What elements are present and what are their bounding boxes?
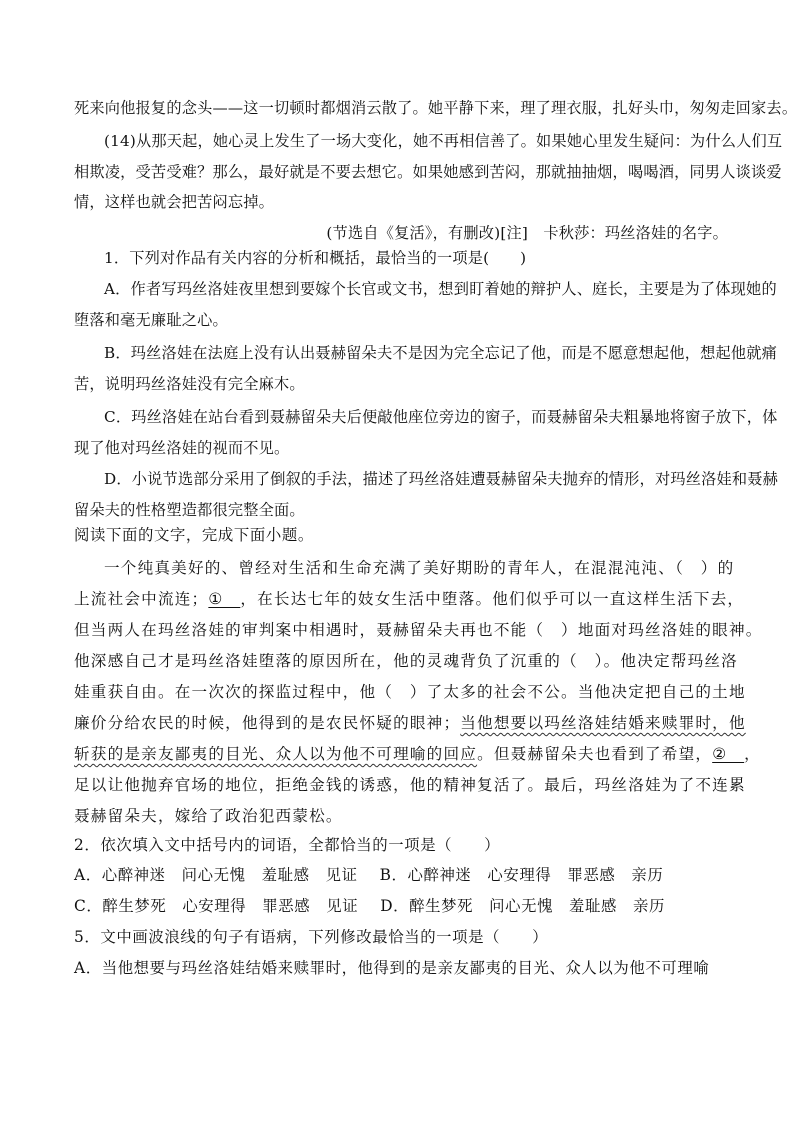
passage-2-line: 聂赫留朵夫，嫁给了政治犯西蒙松。: [74, 807, 343, 825]
question-1-option-c-cont: 现了他对玛丝洛娃的视而不见。: [74, 439, 290, 457]
question-1-option-d: D．小说节选部分采用了倒叙的手法，描述了玛丝洛娃遭聂赫留朵夫抛弃的情形，对玛丝洛娃和聂赫: [104, 470, 779, 488]
blank-1: ①: [208, 590, 241, 608]
passage-2-line: [74, 712, 746, 734]
passage-2-line: 娃重获自由。在一次次的探监过程中，他（ ）了太多的社会不公。当他决定把自己的土地: [74, 683, 746, 701]
passage-text: 廉价分给农民的时候，他得到的是农民怀疑的眼神；: [74, 714, 461, 732]
passage-2-line: 足以让他抛弃官场的地位，拒绝金钱的诱惑，他的精神复活了。最后，玛丝洛娃为了不连累: [74, 776, 746, 794]
wavy-underlined-sentence: 斩获的是亲友鄙夷的目光、众人以为他不可理喻的回应: [74, 745, 478, 763]
question-2-option-d: D．醉生梦死 问心无愧 羞耻感 亲历: [380, 897, 665, 915]
question-2-options-row: [74, 895, 734, 917]
question-1-option-d-cont: 留朵夫的性格塑造都很完整全面。: [74, 501, 305, 519]
section-instruction: 阅读下面的文字，完成下面小题。: [74, 526, 314, 544]
passage-2-line: 一个纯真美好的、曾经对生活和生命充满了美好期盼的青年人，在混混沌沌、（ ）的: [104, 559, 735, 577]
question-1-option-c: C．玛丝洛娃在站台看到聂赫留朵夫后便敲他座位旁边的窗子，而聂赫留朵夫粗暴地将窗子放下，体: [104, 408, 778, 426]
question-1-stem: 1．下列对作品有关内容的分析和概括，最恰当的一项是( ): [104, 249, 527, 267]
passage-line: 死来向他报复的念头——这一切顿时都烟消云散了。她平静下来，理了理衣服，扎好头巾，匆匆走回家去。: [74, 99, 798, 117]
passage-text: ，: [744, 745, 761, 763]
question-1-option-b-cont: 苦，说明玛丝洛娃没有完全麻木。: [74, 375, 305, 393]
question-1-option-a: A．作者写玛丝洛娃夜里想到要嫁个长官或文书，想到盯着她的辩护人、庭长，主要是为了体现她的: [104, 280, 777, 298]
passage-2-line: 但当两人在玛丝洛娃的审判案中相遇时，聂赫留朵夫再也不能（ ）地面对玛丝洛娃的眼神。: [74, 621, 763, 639]
passage-2-line: [74, 588, 745, 610]
passage-text: ，在长达七年的妓女生活中堕落。他们似乎可以一直这样生活下去，: [240, 590, 745, 608]
passage-text: 。但聂赫留朵夫也看到了希望，: [477, 745, 713, 763]
question-1-option-a-cont: 堕落和毫无廉耻之心。: [74, 311, 228, 329]
paragraph-14-line: 相欺凌，受苦受难？那么，最好就是不要去想它。如果她感到苦闷，那就抽抽烟，喝喝酒，同男人谈谈爱: [74, 163, 782, 181]
paragraph-14-line: (14)从那天起，她心灵上发生了一场大变化，她不再相信善了。如果她心里发生疑问：为什么人们互: [104, 132, 783, 150]
question-5-option-a: A．当他想要与玛丝洛娃结婚来赎罪时，他得到的是亲友鄙夷的目光、众人以为他不可理喻: [74, 959, 710, 977]
question-2-options-row: [74, 864, 734, 886]
passage-2-line: 他深感自己才是玛丝洛娃堕落的原因所在，他的灵魂背负了沉重的（ ）。他决定帮玛丝洛: [74, 652, 738, 670]
wavy-underlined-sentence: 当他想要以玛丝洛娃结婚来赎罪时，他: [460, 714, 746, 732]
question-5-stem: 5．文中画波浪线的句子有语病，下列修改最恰当的一项是（ ）: [74, 928, 549, 946]
blank-2: ②: [712, 745, 745, 763]
question-2-option-a: A．心醉神迷 问心无愧 羞耻感 见证: [74, 866, 358, 884]
source-note: (节选自《复活》，有删改)[注] 卡秋莎：玛丝洛娃的名字。: [326, 224, 728, 242]
passage-text: 上流社会中流连；: [74, 590, 209, 608]
passage-2-line: [74, 743, 761, 765]
question-2-option-c: C．醉生梦死 心安理得 罪恶感 见证: [74, 897, 359, 915]
question-2-option-b: B．心醉神迷 心安理得 罪恶感 亲历: [379, 866, 664, 884]
question-2-stem: 2．依次填入文中括号内的词语，全都恰当的一项是（ ）: [74, 836, 501, 854]
question-1-option-b: B．玛丝洛娃在法庭上没有认出聂赫留朵夫不是因为完全忘记了他，而是不愿意想起他，想起他就痛: [104, 344, 778, 362]
paragraph-14-line: 情，这样也就会把苦闷忘掉。: [74, 193, 275, 211]
